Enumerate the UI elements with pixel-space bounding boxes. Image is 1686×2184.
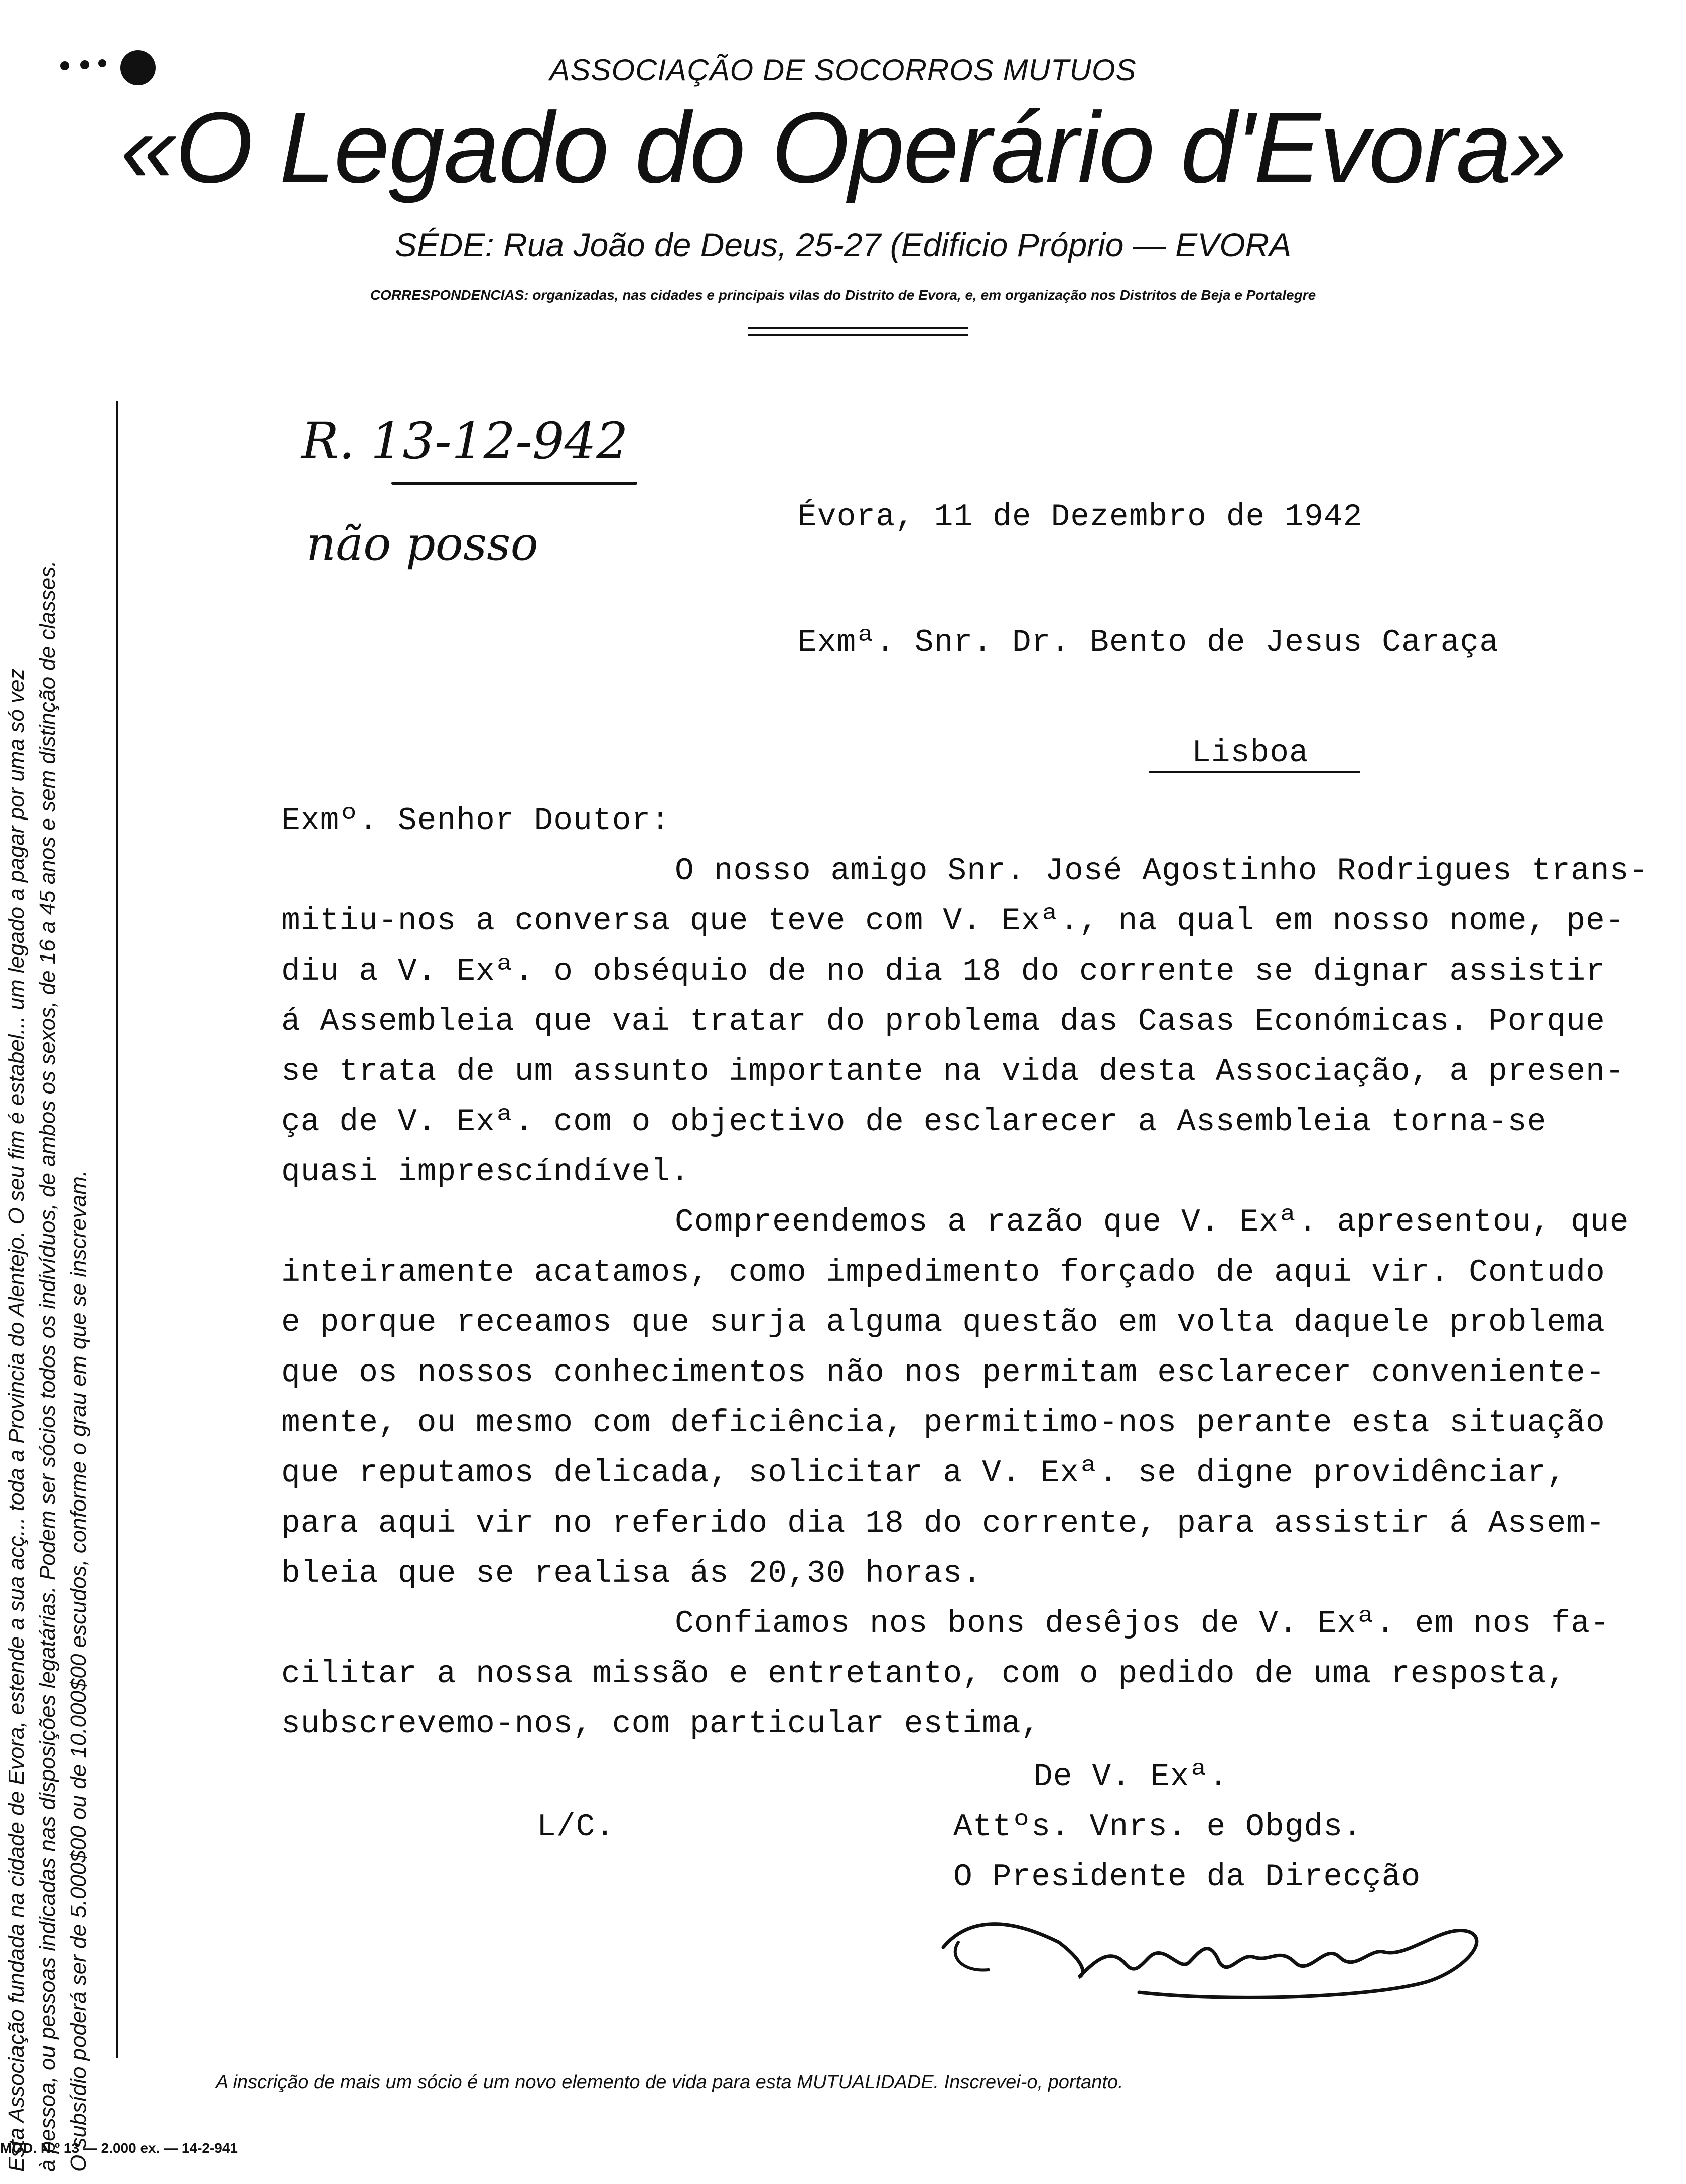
correspondence-line: CORRESPONDENCIAS: organizadas, nas cidades e principais vilas do Distrito de Evora, e, em organização nos Distritos de Beja e Portalegre	[370, 287, 1316, 303]
body-line-14: para aqui vir no referido dia 18 do corrente, para assistir á Assem-	[281, 1506, 1605, 1541]
body-line-6: ça de V. Exª. com o objectivo de esclarecer a Assembleia torna-se	[281, 1104, 1547, 1140]
received-stamp-handwritten: R. 13-12-942	[301, 412, 628, 470]
body-line-7: quasi imprescíndível.	[281, 1154, 690, 1190]
association-type: ASSOCIAÇÃO DE SOCORROS MUTUOS	[549, 53, 1137, 87]
place-date: Évora, 11 de Dezembro de 1942	[798, 499, 1363, 535]
body-line-8: Compreendemos a razão que V. Exª. apresentou, que	[675, 1204, 1629, 1240]
body-line-17: cilitar a nossa missão e entretanto, com o pedido de uma resposta,	[281, 1656, 1567, 1692]
received-underline	[391, 482, 637, 485]
footer-note: A inscrição de mais um sócio é um novo elemento de vida para esta MUTUALIDADE. Inscrevei-o, portanto.	[216, 2072, 1123, 2093]
side-notice-line-1: Esta Associação fundada na cidade de Evora, estende a sua acç... toda a Provincia do Alentejo. O seu fim é estabel... um legado a pagar por uma só vez	[4, 668, 29, 2172]
body-line-4: á Assembleia que vai tratar do problema das Casas Económicas. Porque	[281, 1004, 1605, 1039]
body-line-1: O nosso amigo Snr. José Agostinho Rodrigues trans-	[675, 853, 1649, 889]
association-name: «O Legado do Operário d'Evora»	[120, 92, 1566, 204]
closing-2: Attºs. Vnrs. e Obgds.	[953, 1809, 1362, 1845]
body-line-3: diu a V. Exª. o obséquio de no dia 18 do corrente se dignar assistir	[281, 953, 1605, 989]
side-notice	[1, 215, 94, 2172]
form-code: MOD. N.º 13 — 2.000 ex. — 14-2-941	[0, 2140, 238, 2156]
city-underline	[1149, 771, 1360, 773]
body-line-18: subscrevemo-nos, com particular estima,	[281, 1706, 1041, 1742]
headquarters-address: SÉDE: Rua João de Deus, 25-27 (Edificio Próprio — EVORA	[394, 226, 1292, 263]
addressee: Exmª. Snr. Dr. Bento de Jesus Caraça	[798, 625, 1499, 660]
side-notice-line-3: O subsídio poderá ser de 5.000$00 ou de 10.000$00 escudos, conforme o grau em que se inscrevam.	[66, 1170, 91, 2172]
body-line-16: Confiamos nos bons desêjos de V. Exª. em nos fa-	[675, 1606, 1610, 1642]
closing-1: De V. Exª.	[1034, 1759, 1229, 1795]
salutation: Exmº. Senhor Doutor:	[281, 803, 671, 839]
body-line-11: que os nossos conhecimentos não nos permitam esclarecer conveniente-	[281, 1355, 1605, 1391]
closing-initials: L/C.	[537, 1809, 615, 1845]
body-line-12: mente, ou mesmo com deficiência, permitimo-nos perante esta situação	[281, 1405, 1605, 1441]
body-line-13: que reputamos delicada, solicitar a V. Exª. se digne providênciar,	[281, 1455, 1567, 1491]
body-line-2: mitiu-nos a conversa que teve com V. Exª., na qual em nosso nome, pe-	[281, 903, 1625, 939]
header-divider-1	[748, 327, 968, 329]
body-line-10: e porque receamos que surja alguma questão em volta daquele problema	[281, 1305, 1605, 1340]
president-signature	[928, 1887, 1505, 2017]
body-line-5: se trata de um assunto importante na vida desta Associação, a presen-	[281, 1054, 1625, 1089]
closing-3: O Presidente da Direcção	[953, 1859, 1421, 1895]
side-rule-left	[116, 401, 118, 2058]
body-line-15: bleia que se realisa ás 20,30 horas.	[281, 1556, 982, 1591]
side-notice-line-2: à pessoa, ou pessoas indicadas nas disposições legatárias. Podem ser sócios todos os indivíduos, de ambos os sexos, de 16 a 45 anos e sem distinção de classes.	[35, 560, 60, 2172]
body-line-9: inteiramente acatamos, como impedimento forçado de aqui vir. Contudo	[281, 1255, 1605, 1290]
handwritten-note: não posso	[306, 517, 538, 571]
addressee-city: Lisboa	[1192, 735, 1309, 771]
header-divider-2	[748, 334, 968, 336]
